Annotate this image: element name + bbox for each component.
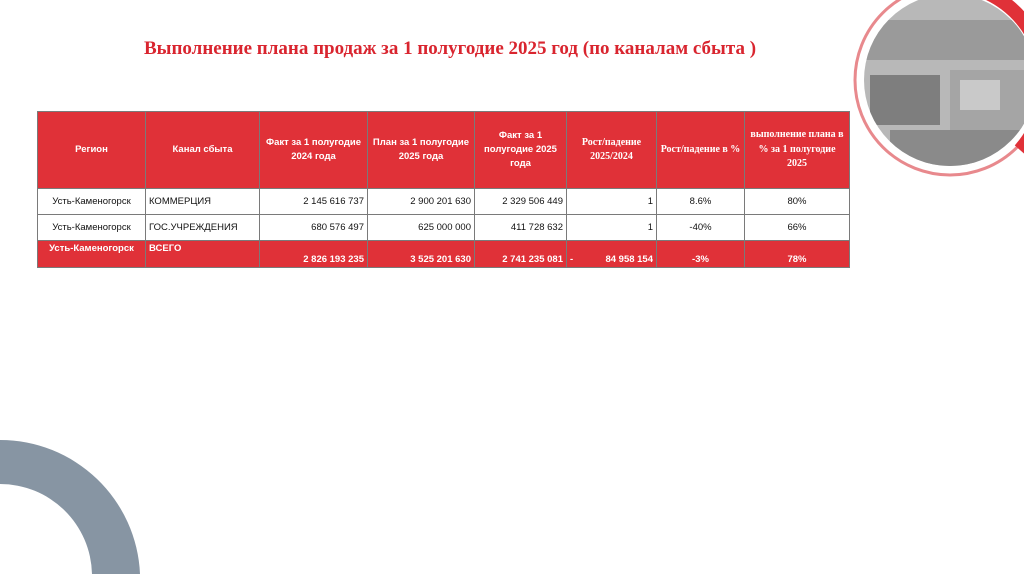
cell-growth: 1 [567, 189, 657, 215]
cell-channel: ГОС.УЧРЕЖДЕНИЯ [146, 215, 260, 241]
table-row [38, 189, 850, 215]
total-plan-2025: 3 525 201 630 [368, 241, 475, 268]
total-region: Усть-Каменогорск [38, 241, 146, 268]
cell-fact-2025: 411 728 632 [475, 215, 567, 241]
total-plan-pct: 78% [745, 241, 850, 268]
cell-fact-2024: 680 576 497 [260, 215, 368, 241]
total-growth-pct: -3% [657, 241, 745, 268]
cell-fact-2024: 2 145 616 737 [260, 189, 368, 215]
cell-region: Усть-Каменогорск [38, 215, 146, 241]
total-growth-value: 84 958 154 [605, 254, 653, 265]
page-title: Выполнение плана продаж за 1 полугодие 2025 год (по каналам сбыта ) [143, 38, 757, 59]
header-plan-pct: выполнение плана в % за 1 полугодие 2025 [745, 112, 850, 189]
total-fact-2025: 2 741 235 081 [475, 241, 567, 268]
cell-growth-pct: 8.6% [657, 189, 745, 215]
table-row [38, 215, 850, 241]
header-plan-2025: План за 1 полугодие 2025 года [368, 112, 475, 189]
cell-plan-pct: 66% [745, 215, 850, 241]
header-channel: Канал сбыта [146, 112, 260, 189]
total-growth-sign: - [570, 254, 574, 265]
cell-region: Усть-Каменогорск [38, 189, 146, 215]
header-growth: Рост/падение 2025/2024 [567, 112, 657, 189]
total-channel: ВСЕГО [146, 241, 260, 268]
total-fact-2024: 2 826 193 235 [260, 241, 368, 268]
header-growth-pct: Рост/падение в % [657, 112, 745, 189]
cell-fact-2025: 2 329 506 449 [475, 189, 567, 215]
header-fact-2025: Факт за 1 полугодие 2025 года [475, 112, 567, 189]
cell-channel: КОММЕРЦИЯ [146, 189, 260, 215]
corner-arc-decoration [0, 440, 140, 574]
header-fact-2024: Факт за 1 полугодие 2024 года [260, 112, 368, 189]
cell-plan-pct: 80% [745, 189, 850, 215]
total-growth [567, 241, 657, 268]
cell-plan-2025: 625 000 000 [368, 215, 475, 241]
cell-growth-pct: -40% [657, 215, 745, 241]
sales-plan-table [37, 111, 850, 268]
header-region: Регион [38, 112, 146, 189]
table-header-row [38, 112, 850, 189]
cell-plan-2025: 2 900 201 630 [368, 189, 475, 215]
cell-growth: 1 [567, 215, 657, 241]
total-row [38, 241, 850, 268]
corner-photo-decoration [850, 0, 1024, 180]
